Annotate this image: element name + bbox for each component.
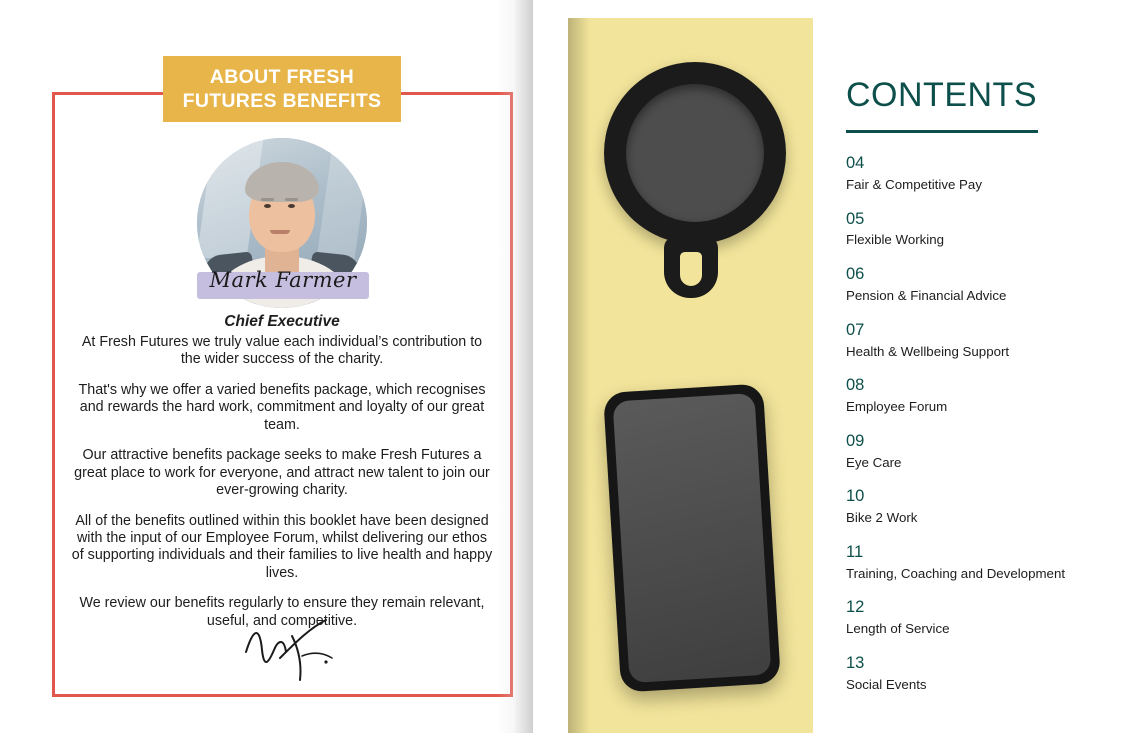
list-item[interactable] — [846, 596, 1136, 639]
toc-number: 08 — [846, 376, 865, 395]
left-page — [0, 0, 530, 733]
page-fold-shadow — [497, 0, 533, 733]
portrait-eye-right — [288, 204, 295, 208]
toc-number: 12 — [846, 598, 865, 617]
toc-label: Training, Coaching and Development — [846, 565, 1066, 581]
handwritten-signature-icon — [240, 612, 350, 684]
about-paragraph: All of the benefits outlined within this booklet have been designed with the input of our Employee Forum, whilst delivering our ethos of supporting individuals and their families to live health and happy lives. — [71, 512, 493, 581]
toc-number: 11 — [846, 542, 864, 561]
photo-panel — [568, 18, 813, 733]
table-of-contents-list — [846, 152, 1136, 707]
list-item[interactable] — [846, 152, 1136, 195]
toc-label: Eye Care — [846, 454, 902, 470]
toc-label: Bike 2 Work — [846, 510, 918, 526]
phone-screen — [613, 393, 772, 683]
toc-label: Employee Forum — [846, 399, 948, 415]
list-item[interactable] — [846, 208, 1136, 251]
portrait-eye-left — [264, 204, 271, 208]
mug-interior — [626, 84, 764, 222]
about-paragraph: We review our benefits regularly to ensure they remain relevant, useful, and competitive. — [79, 595, 485, 629]
list-item[interactable] — [846, 374, 1136, 417]
list-item[interactable] — [846, 319, 1136, 362]
list-item[interactable] — [846, 485, 1136, 528]
title-divider — [846, 130, 1038, 133]
list-item[interactable] — [846, 652, 1136, 695]
toc-number: 06 — [846, 265, 865, 284]
page-title: CONTENTS — [846, 76, 1037, 114]
portrait-brow-left — [261, 198, 274, 201]
smartphone-photo — [603, 383, 781, 692]
about-banner — [163, 56, 401, 122]
toc-number: 05 — [846, 209, 865, 228]
toc-number: 04 — [846, 154, 865, 172]
job-title: Chief Executive — [224, 313, 340, 330]
portrait-brow-right — [285, 198, 298, 201]
list-item[interactable] — [846, 263, 1136, 306]
about-paragraph: That's why we offer a varied benefits package, which recognises and rewards the hard work, commitment and loyalty of our great team. — [78, 381, 486, 433]
list-item[interactable] — [846, 541, 1136, 584]
photo-edge-shadow — [568, 18, 590, 733]
toc-label: Health & Wellbeing Support — [846, 343, 1010, 359]
toc-label: Pension & Financial Advice — [846, 287, 1007, 303]
contents-panel — [846, 0, 1141, 733]
toc-label: Flexible Working — [846, 232, 945, 248]
about-paragraph: Our attractive benefits package seeks to make Fresh Futures a great place to work for everyone, and attract new talent to join our ever-growing charity. — [74, 447, 490, 499]
toc-label: Length of Service — [846, 621, 950, 637]
toc-label: Fair & Competitive Pay — [846, 176, 982, 192]
portrait-mouth — [270, 230, 290, 234]
toc-number: 13 — [846, 653, 865, 672]
about-banner-line2: FUTURES BENEFITS — [182, 90, 382, 112]
toc-number: 09 — [846, 431, 865, 450]
toc-number: 07 — [846, 320, 865, 339]
about-paragraph: At Fresh Futures we truly value each individual’s contribution to the wider success of the charity. — [81, 334, 483, 368]
toc-label: Social Events — [846, 676, 927, 692]
toc-number: 10 — [846, 487, 865, 506]
about-body-text — [70, 334, 494, 643]
about-banner-line1: ABOUT FRESH — [209, 65, 355, 88]
mug-handle — [664, 236, 718, 298]
list-item[interactable] — [846, 430, 1136, 473]
signature-name: Mark Farmer — [209, 268, 357, 292]
